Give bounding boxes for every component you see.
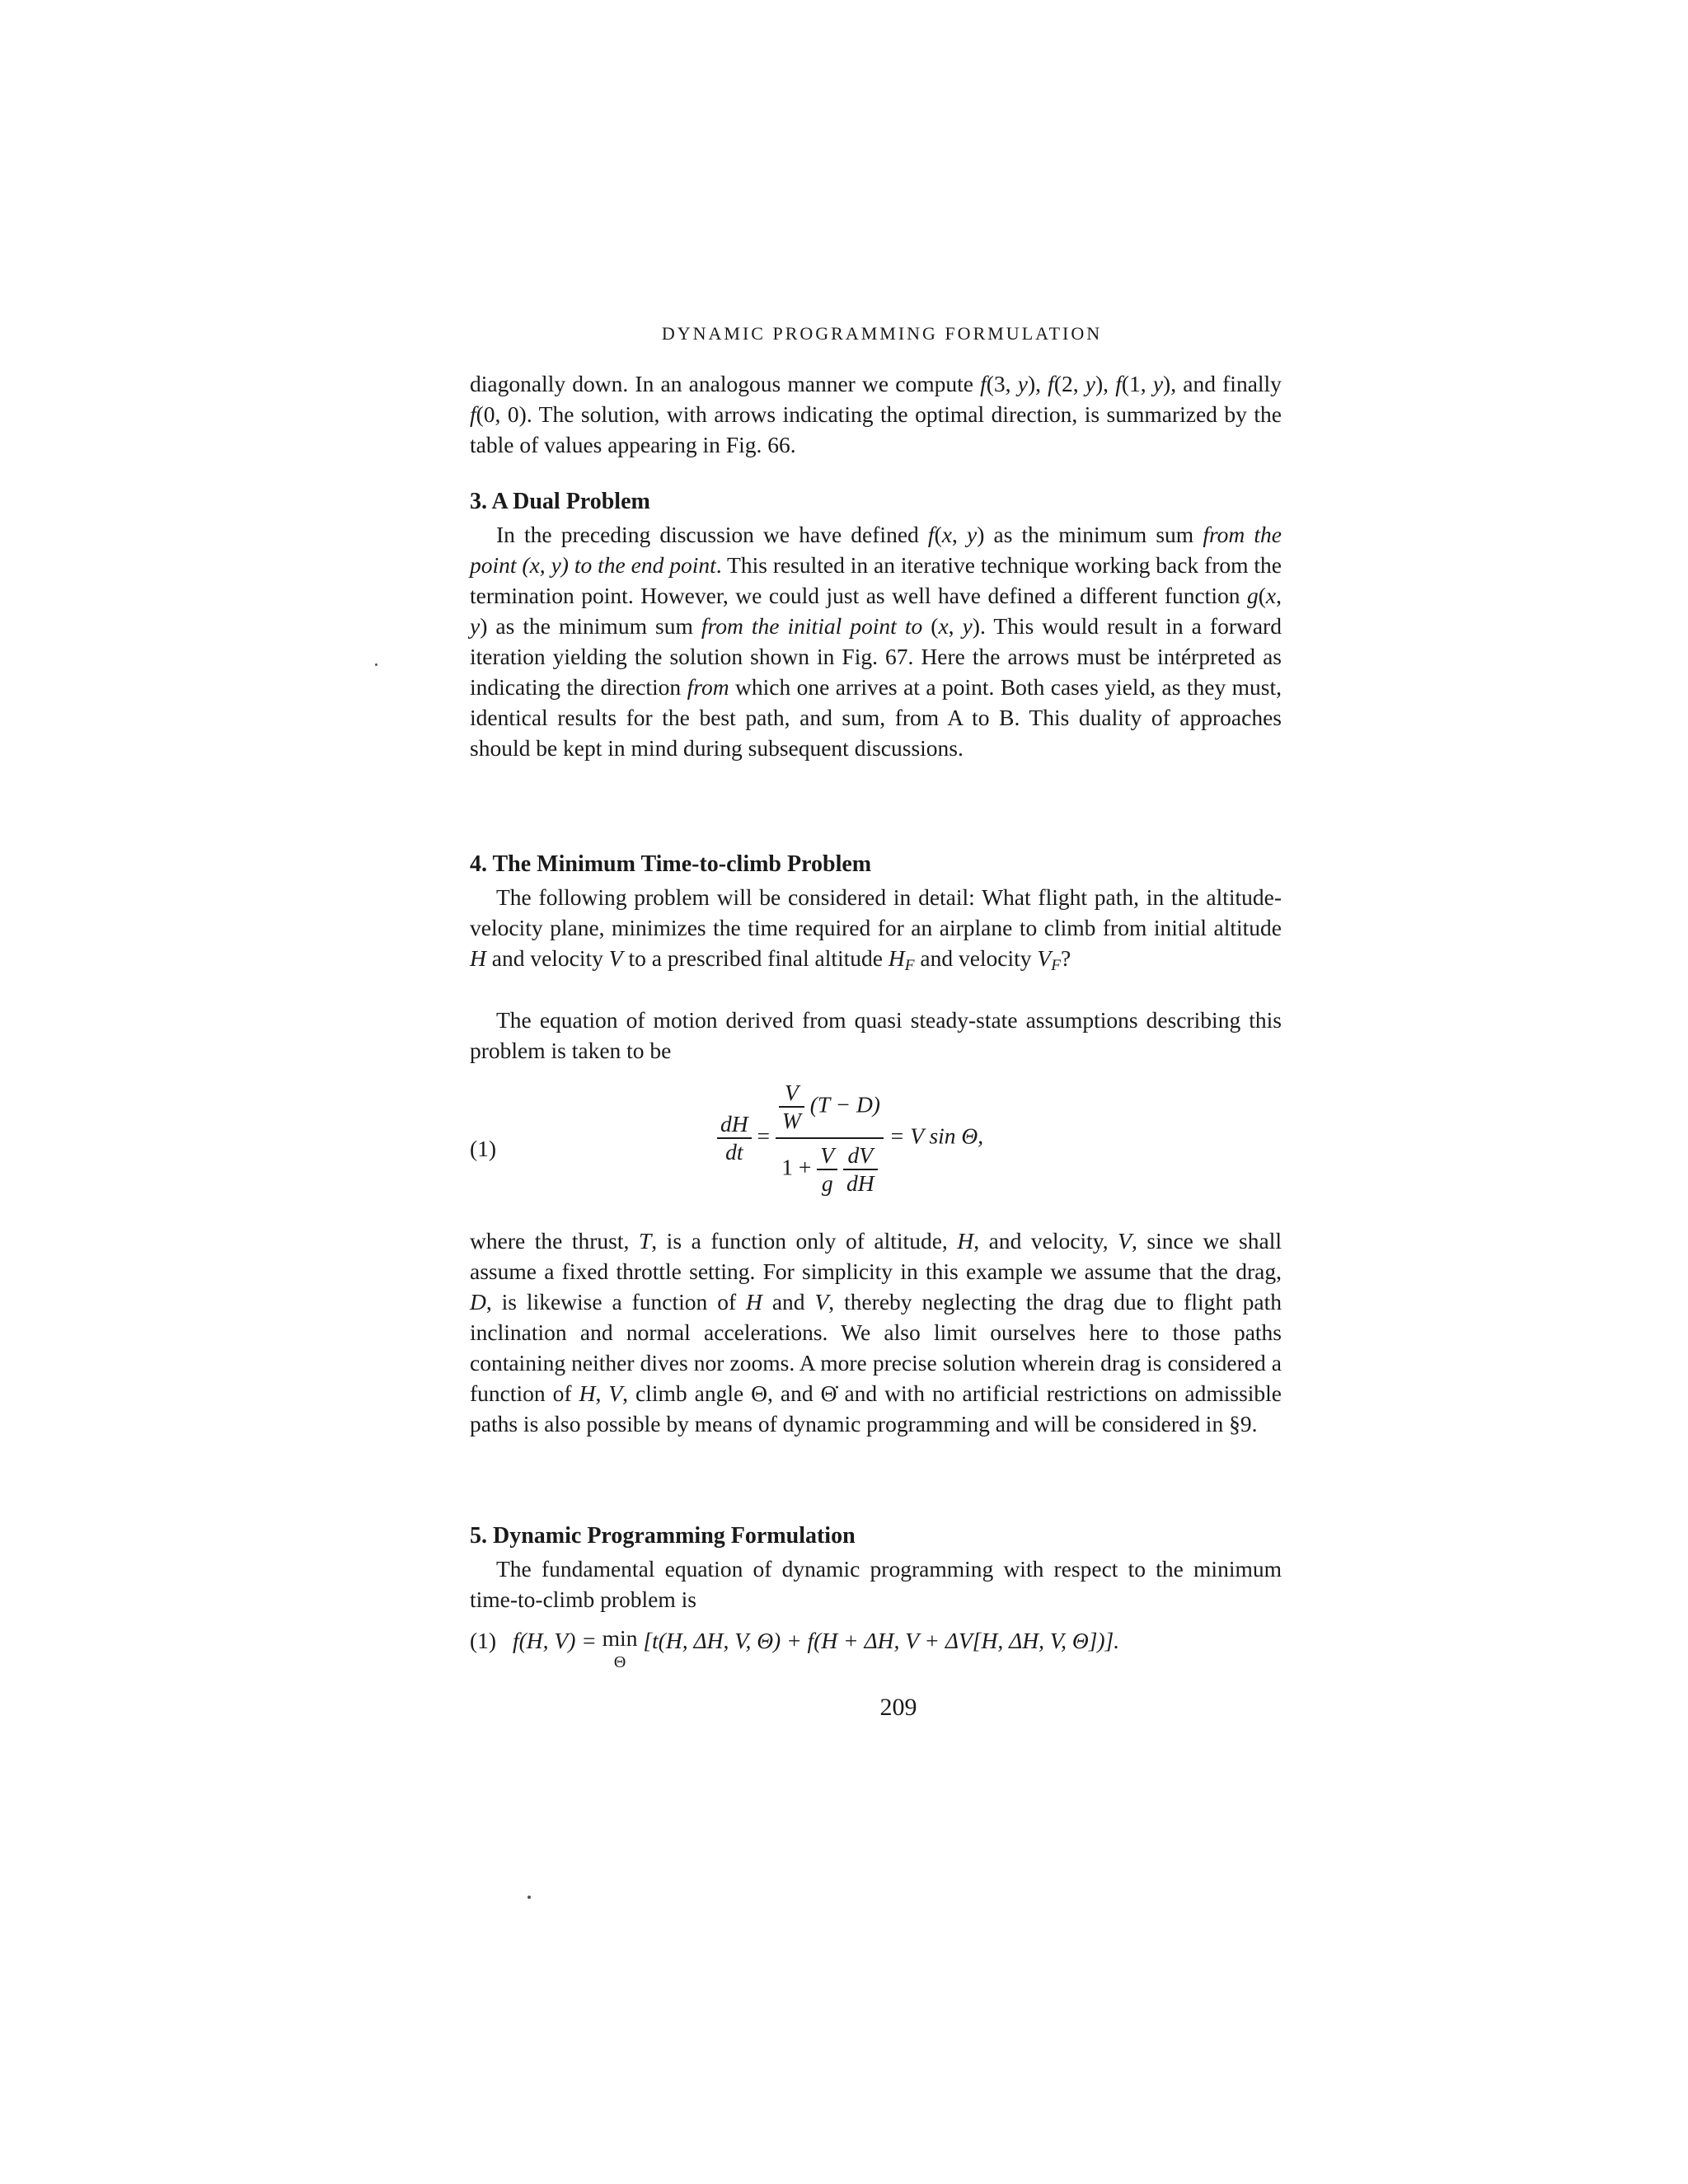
section-5-paragraph: The fundamental equation of dynamic programming with respect to the minimum time-to-climb problem is (470, 1556, 1282, 1612)
intro-paragraph: diagonally down. In an analogous manner we compute f(3, y), f(2, y), f(1, y), and finally f(0, 0). The solution, with arrows indicating the optimal direction, is summarized by the table of values appearing in Fig. 66. (470, 371, 1282, 457)
section-4-heading: 4. The Minimum Time-to-climb Problem (470, 851, 872, 877)
scan-speck (528, 1896, 531, 1899)
section-5-heading: 5. Dynamic Programming Formulation (470, 1523, 856, 1549)
section-3-paragraph: In the preceding discussion we have defined f(x, y) as the minimum sum from the point (x, y) to the end point. This resulted in an iterative technique working back from the termination point. However, we could just as well have defined a different function g(x, y) as the minimum sum from the initial point to (x, y). This would result in a forward iteration yielding the solution shown in Fig. 67. Here the arrows must be intérpreted as indicating the direction from which one arrives at a point. Both cases yield, as they must, identical results for the best path, and sum, from A to B. This duality of approaches should be kept in mind during subsequent discussions. (470, 522, 1282, 761)
main-fraction: $\frac{V}{W}$ (T − D) 1 + $\frac{V}{g}$ $\frac{dV}{dH}$ (776, 1080, 884, 1197)
dH-dt-fraction: $\frac{dH}{dt}$ (717, 1111, 752, 1165)
section-4-paragraph-2: The equation of motion derived from quasi steady-state assumptions describing this problem is taken to be (470, 1007, 1282, 1063)
scan-speck (375, 663, 377, 666)
running-head: DYNAMIC PROGRAMMING FORMULATION (661, 323, 1103, 344)
equation-1-number: (1) (470, 1136, 497, 1161)
equation-of-motion: $\frac{dH}{dt}$ = $\frac{V}{W}$ (T − D) 1 + $\frac{V}{g}$ $\frac{dV}{dH}$ = V sin Θ, (717, 1080, 983, 1197)
equation-dp-number: (1) (470, 1628, 497, 1653)
page-number: 209 (879, 1694, 917, 1721)
dynamic-programming-equation: f(H, V) = min Θ [t(H, ΔH, V, Θ) + f(H + ΔH, V + ΔV[H, ΔH, V, Θ])]. (513, 1625, 1120, 1671)
section-4-paragraph-3: where the thrust, T, is a function only of altitude, H, and velocity, V, since we shall assume a fixed throttle setting. For simplicity in this example we assume that the drag, D, is likewise a function of H and V, thereby neglecting the drag due to flight path inclination and normal accelerations. We also limit ourselves here to those paths containing neither dives nor zooms. A more precise solution wherein drag is considered a function of H, V, climb angle Θ, and Θ̇ and with no artificial restrictions on admissible paths is also possible by means of dynamic programming and will be considered in §9. (470, 1228, 1282, 1436)
section-4-paragraph-1: The following problem will be considered in detail: What flight path, in the altitude-velocity plane, minimizes the time required for an airplane to climb from initial altitude H and velocity V to a prescribed final altitude $H_F$ and velocity $V_F$? (470, 884, 1282, 974)
section-3-heading: 3. A Dual Problem (470, 489, 650, 514)
